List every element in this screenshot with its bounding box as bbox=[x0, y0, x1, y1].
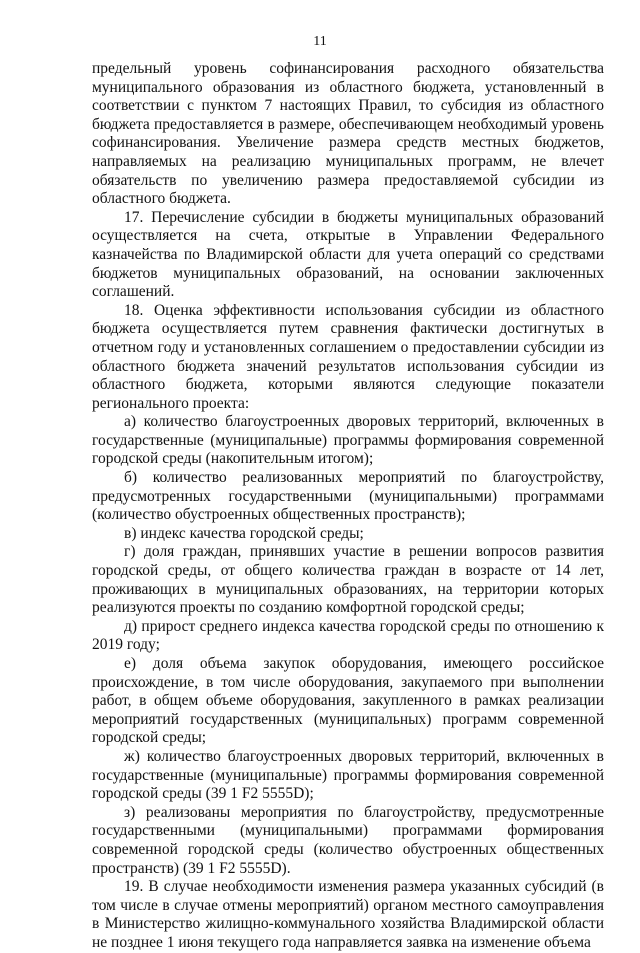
list-item-d: д) прирост среднего индекса качества городской среды по отношению к 2019 году; bbox=[92, 617, 604, 654]
list-item-g: г) доля граждан, принявших участие в решении вопросов развития городской среды, от общего количества граждан в возрасте от 14 лет, проживающих в муниципальных образованиях, на территории которых реализуются проекты по созданию комфортной городской среды; bbox=[92, 543, 604, 617]
list-item-a: а) количество благоустроенных дворовых территорий, включенных в государственные (муниципальные) программы формирования современной городской среды (накопительным итогом); bbox=[92, 413, 604, 468]
document-body bbox=[92, 60, 604, 953]
paragraph-18: 18. Оценка эффективности использования субсидии из областного бюджета осуществляется путем сравнения фактически достигнутых в отчетном году и установленных соглашением о предоставлении субсидии из областного бюджета значений результатов использования субсидии из областного бюджета, которыми являются следующие показатели регионального проекта: bbox=[92, 301, 604, 412]
page-number: 11 bbox=[313, 34, 327, 49]
paragraph-17: 17. Перечисление субсидии в бюджеты муниципальных образований осуществляется на счета, открытые в Управлении Федерального казначейства по Владимирской области для учета операций со средствами бюджетов муниципальных образований, на основании заключенных соглашений. bbox=[92, 208, 604, 301]
paragraph-continuation: предельный уровень софинансирования расходного обязательства муниципального образования из областного бюджета, установленный в соответствии с пунктом 7 настоящих Правил, то субсидия из областного бюджета предоставляется в размере, обеспечивающем необходимый уровень софинансирования. Увеличение размера средств местных бюджетов, направляемых на реализацию муниципальных программ, не влечет обязательств по увеличению размера предоставляемой субсидии из областного бюджета. bbox=[92, 60, 604, 208]
list-item-v: в) индекс качества городской среды; bbox=[124, 524, 364, 542]
paragraph-19: 19. В случае необходимости изменения размера указанных субсидий (в том числе в случае отмены мероприятий) органом местного самоуправления в Министерство жилищно-коммунального хозяйства Владимирской области не позднее 1 июня текущего года направляется заявка на изменение объема bbox=[92, 878, 604, 951]
list-item-zh: ж) количество благоустроенных дворовых территорий, включенных в государственные (муниципальные) программы формирования современной городской среды (39 1 F2 5555D); bbox=[92, 747, 604, 803]
list-item-e: е) доля объема закупок оборудования, имеющего российское происхождение, в том числе оборудования, закупаемого при выполнении работ, в общем объеме оборудования, закупленного в рамках реализации мероприятий государственных (муниципальных) программ современной городской среды; bbox=[92, 655, 604, 747]
list-item-z: з) реализованы мероприятия по благоустройству, предусмотренные государственными (муниципальными) программами формирования современной городской среды (количество обустроенных общественных пространств) (39 1 F2 5555D). bbox=[92, 803, 604, 877]
list-item-b: б) количество реализованных мероприятий по благоустройству, предусмотренных государственными (муниципальными) программами (количество обустроенных общественных пространств); bbox=[92, 469, 604, 524]
